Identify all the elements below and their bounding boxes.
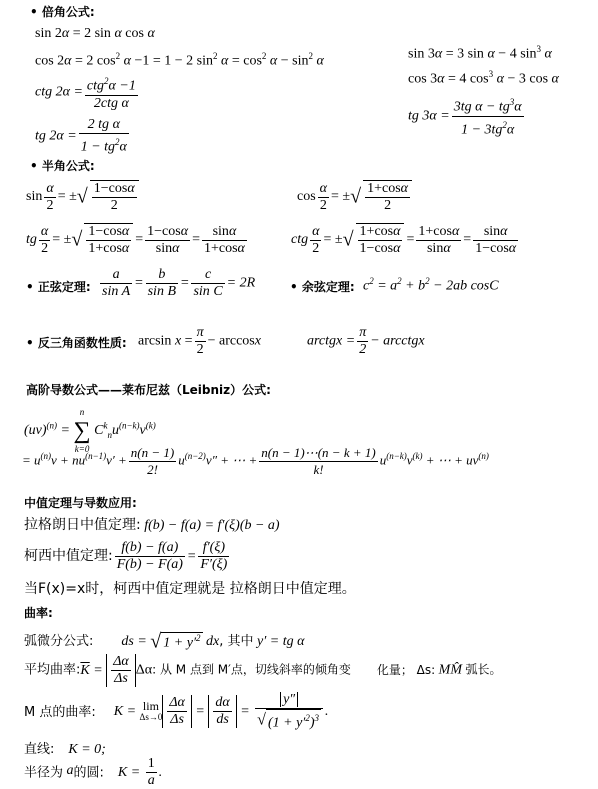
circle-label-a: 半径为 bbox=[24, 765, 64, 781]
cauchy-row: 柯西中值定理: $\frac{f(b) - f(a)}{F(b) - F(a)}$ = $\frac{f'(\xi)}{F'(\xi)}$ bbox=[24, 540, 228, 572]
formula-sin3a: sin 3α = 3 sin α − 4 $\sin^3 \alpha$ bbox=[408, 44, 552, 62]
cauchy-note: 当F(x)=x时，柯西中值定理就是 拉格朗日中值定理。 bbox=[24, 581, 356, 597]
section-mean-value: 中值定理与导数应用: bbox=[24, 496, 137, 510]
section-half-angle: • 半角公式: bbox=[30, 159, 95, 173]
arc-where: , 其中 bbox=[219, 634, 254, 649]
avg-desc2: 化量； Δs: bbox=[376, 662, 436, 677]
line-row: 直线: K = 0; bbox=[24, 742, 106, 757]
arc-label: 弧微分公式: bbox=[24, 634, 94, 649]
pointM-label: M 点的曲率: bbox=[24, 705, 96, 721]
formula-cos-half: cos $\frac{\alpha}{2}$ = ±√ $\frac{1+\cos\alpha}{2}$ bbox=[297, 180, 414, 214]
section-double-angle: • 倍角公式: bbox=[30, 5, 95, 19]
section-leibniz: 高阶导数公式——莱布尼兹（Leibniz）公式: bbox=[26, 383, 271, 397]
formula-sin2a: sin 2α = 2 sin α cos α bbox=[35, 26, 155, 41]
section-curvature: 曲率: bbox=[24, 606, 53, 620]
circle-label-b: 的圆: bbox=[73, 765, 104, 781]
formula-ctg2a: ctg 2α = $\frac{ctg^2\alpha -1}{\text{2ctg α}}$ bbox=[35, 73, 140, 112]
lagrange-label: 拉格朗日中值定理: bbox=[24, 517, 141, 533]
formula-arctg: arctgx = $\frac{\pi}{2}$ − arcctgx bbox=[307, 325, 425, 357]
avg-desc1: : 从 M 点到 M′点，切线斜率的倾角变 bbox=[152, 662, 351, 677]
formula-arcsin: arcsin x = $\frac{\pi}{2}$ − arccosx bbox=[138, 325, 261, 357]
section-cosine-law: • 余弦定理: bbox=[290, 280, 355, 294]
formula-tg-half: tg $\frac{\alpha}{2}$ = ±√ $\frac{1-\cos\alpha}{1+\cos\alpha}$ = $\frac{1-\cos\alpha}{\sin\alpha}$ = $\frac{\sin\alpha}{1+\cos\alpha}$ bbox=[26, 223, 245, 256]
formula-leibniz-2: = $u^{(n)}v + nu^{(n-1)}v'$ + $\frac{n(n - 1)}{2!}$ $u^{(n-2)}v''$ + ⋯ + $\frac{n(n - 1)\cdots(n - k + 1)}{k!}$ $u^{(n-k)}v^{(k)}$ + ⋯ + $uv^{(n)}$ bbox=[22, 445, 489, 477]
formula-leibniz-1: (uv)$^{(n)}$ = n ∑ k=0 $C^k_nu^{(n-k)}v^{(k)}$ bbox=[24, 407, 156, 454]
arc-row: 弧微分公式: ds = √ $1 + y'^2$ dx, 其中 y′ = tg α bbox=[24, 630, 305, 653]
formula-cos2a: cos 2α = 2 $\cos^2 \alpha -1 = 1 - 2$ $\sin^2 \alpha = \cos^2 \alpha - \sin^2 \alpha$ bbox=[35, 51, 324, 69]
line-label: 直线: bbox=[24, 742, 55, 757]
cauchy-label: 柯西中值定理: bbox=[24, 548, 113, 565]
formula-cos3a: cos 3α = 4 $\cos^3 \alpha - 3$ cos α bbox=[408, 69, 559, 87]
lagrange-row: 拉格朗日中值定理: f(b) − f(a) = f′(ξ)(b − a) bbox=[24, 517, 280, 533]
formula-cosine-law: $c^2 = a^2 + b^2 - 2ab$ cosC bbox=[363, 276, 499, 294]
avg-desc3: 弧长。 bbox=[465, 662, 502, 677]
formula-tg3a: tg 3α = $\frac{3tg \alpha - tg^3\alpha}{1 - 3tg^2\alpha}$ bbox=[408, 94, 526, 138]
circle-row: 半径为 a的圆: K = $\frac{1}{a}$ . bbox=[24, 756, 163, 788]
formula-sine-law: $\frac{a}{\text{sin A}}$ = $\frac{b}{\text{sin B}}$ = $\frac{c}{\text{sin C}}$ = 2R bbox=[102, 267, 256, 299]
formula-sin-half: sin $\frac{\alpha}{2}$ = ±√ $\frac{1-\cos\alpha}{2}$ bbox=[26, 180, 141, 214]
avg-label: 平均曲率: bbox=[24, 662, 81, 678]
section-inverse-trig: • 反三角函数性质: bbox=[26, 336, 127, 350]
formula-tg2a: tg 2α = $\frac{\text{2 tg α}}{1 - tg^2\alpha}$ bbox=[35, 117, 127, 155]
section-sine-law: • 正弦定理: bbox=[26, 280, 91, 294]
avg-row: 平均曲率$:\overline{K}$ = $\frac{\Delta\alpha}{\Delta s}$ Δα: 从 M 点到 M′点，切线斜率的倾角变 化量； Δs: MM̂ 弧长。 bbox=[24, 654, 502, 686]
formula-ctg-half: ctg $\frac{\alpha}{2}$ = ±√ $\frac{1+\cos\alpha}{1-\cos\alpha}$ = $\frac{1+\cos\alpha}{\sin\alpha}$ = $\frac{\sin\alpha}{1-\cos\alpha}$ bbox=[291, 223, 517, 256]
pointM-row: M 点的曲率: K = lim Δs→0 $\frac{\Delta\alpha}{\Delta s}$ = $\frac{d\alpha}{ds}$ = $\frac{y''}{√ (1 + y'^2)^3}$ . bbox=[24, 692, 329, 731]
